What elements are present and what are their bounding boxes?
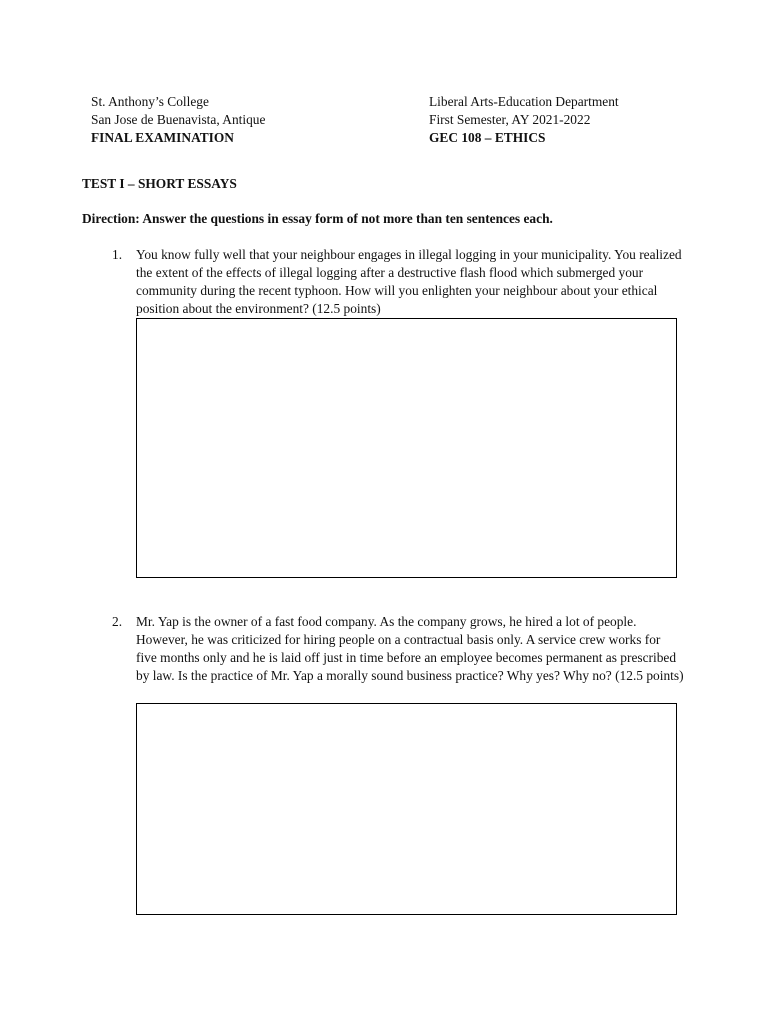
exam-title: FINAL EXAMINATION — [91, 130, 234, 145]
question-number: 2. — [112, 614, 123, 629]
school-name: St. Anthony’s College — [91, 94, 209, 109]
school-address: San Jose de Buenavista, Antique — [91, 112, 266, 127]
answer-box-2[interactable] — [136, 703, 677, 915]
question-number: 1. — [112, 247, 123, 262]
semester: First Semester, AY 2021-2022 — [429, 112, 591, 127]
question-text: You know fully well that your neighbour engages in illegal logging in your municipality. You realized the extent of the effects of illegal logging after a destructive flash flood which submerged your community during the recent typhoon. How will you enlighten your neighbour about your ethical position about the environment? (12.5 points) — [136, 247, 682, 316]
test-title: TEST I – SHORT ESSAYS — [82, 176, 237, 191]
question-1 — [112, 246, 682, 318]
answer-box-1[interactable] — [136, 318, 677, 578]
question-2 — [112, 613, 682, 685]
header-right — [429, 93, 729, 147]
direction-text: Direction: Answer the questions in essay form of not more than ten sentences each. — [82, 211, 553, 226]
question-text: Mr. Yap is the owner of a fast food company. As the company grows, he hired a lot of people. However, he was criticized for hiring people on a contractual basis only. A service crew works for five months only and he is laid off just in time before an employee becomes permanent as prescribed by law. Is the practice of Mr. Yap a morally sound business practice? Why yes? Why no? (12.5 points) — [136, 614, 684, 683]
header-left — [91, 93, 391, 147]
course-code: GEC 108 – ETHICS — [429, 130, 546, 145]
department-name: Liberal Arts-Education Department — [429, 94, 619, 109]
